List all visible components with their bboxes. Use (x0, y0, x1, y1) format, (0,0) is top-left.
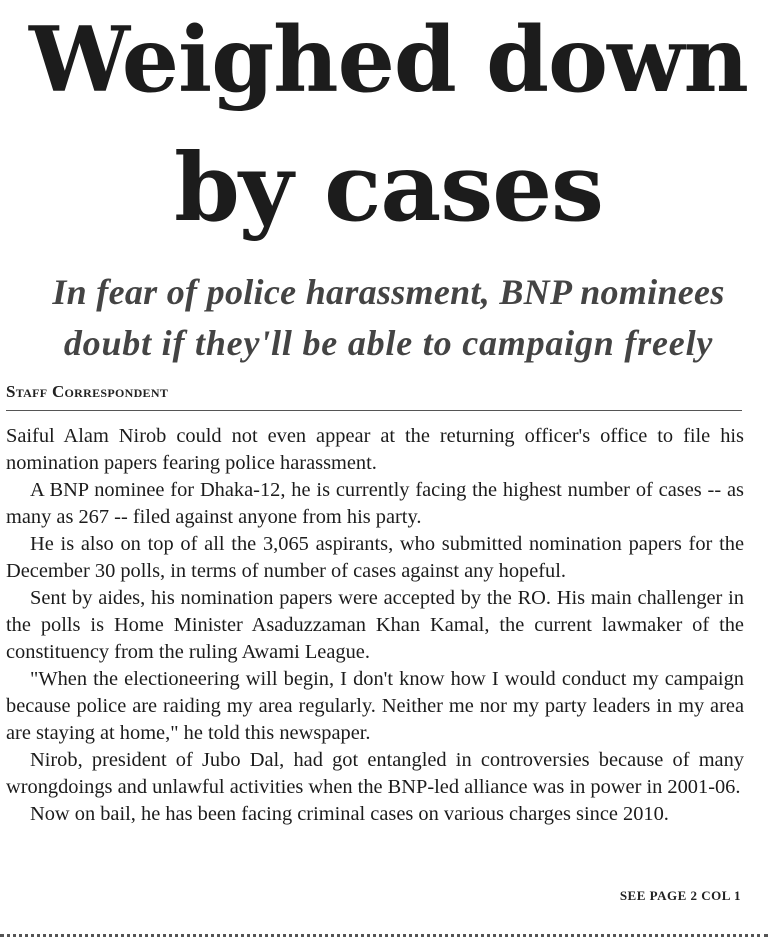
article-paragraph: Nirob, president of Jubo Dal, had got entangled in controversies because of many wrongdoings and unlawful activities when the BNP-led alliance was in power in 2001-06. (6, 749, 744, 798)
headline-line-2: by cases (174, 133, 603, 243)
subheadline-line-2: doubt if they'll be able to campaign freely (63, 323, 714, 363)
headline-line-1: Weighed down (29, 7, 748, 113)
article-paragraph: Sent by aides, his nomination papers were accepted by the RO. His main challenger in the polls is Home Minister Asaduzzaman Khan Kamal, the current lawmaker of the constituency from the ruling Awami League. (6, 587, 744, 663)
continuation-jump-line: SEE PAGE 2 COL 1 (619, 888, 741, 903)
byline-divider (6, 410, 742, 411)
article-paragraph: Saiful Alam Nirob could not even appear at the returning officer's office to file his nomination papers fearing police harassment. (6, 425, 744, 474)
subheadline-line-1: In fear of police harassment, BNP nominees (52, 272, 725, 312)
bottom-dotted-divider (0, 934, 768, 937)
article-paragraph: "When the electioneering will begin, I don't know how I would conduct my campaign because police are raiding my area regularly. Neither me nor my party leaders in my area are staying at home," he told this newspaper. (6, 668, 744, 744)
article-paragraph: Now on bail, he has been facing criminal cases on various charges since 2010. (30, 803, 669, 825)
article-paragraph: A BNP nominee for Dhaka-12, he is currently facing the highest number of cases -- as many as 267 -- filed against anyone from his party. (6, 479, 744, 528)
byline: Staff Correspondent (6, 382, 169, 401)
article-paragraph: He is also on top of all the 3,065 aspirants, who submitted nomination papers for the December 30 polls, in terms of number of cases against any hopeful. (6, 533, 744, 582)
article-body (6, 423, 744, 828)
